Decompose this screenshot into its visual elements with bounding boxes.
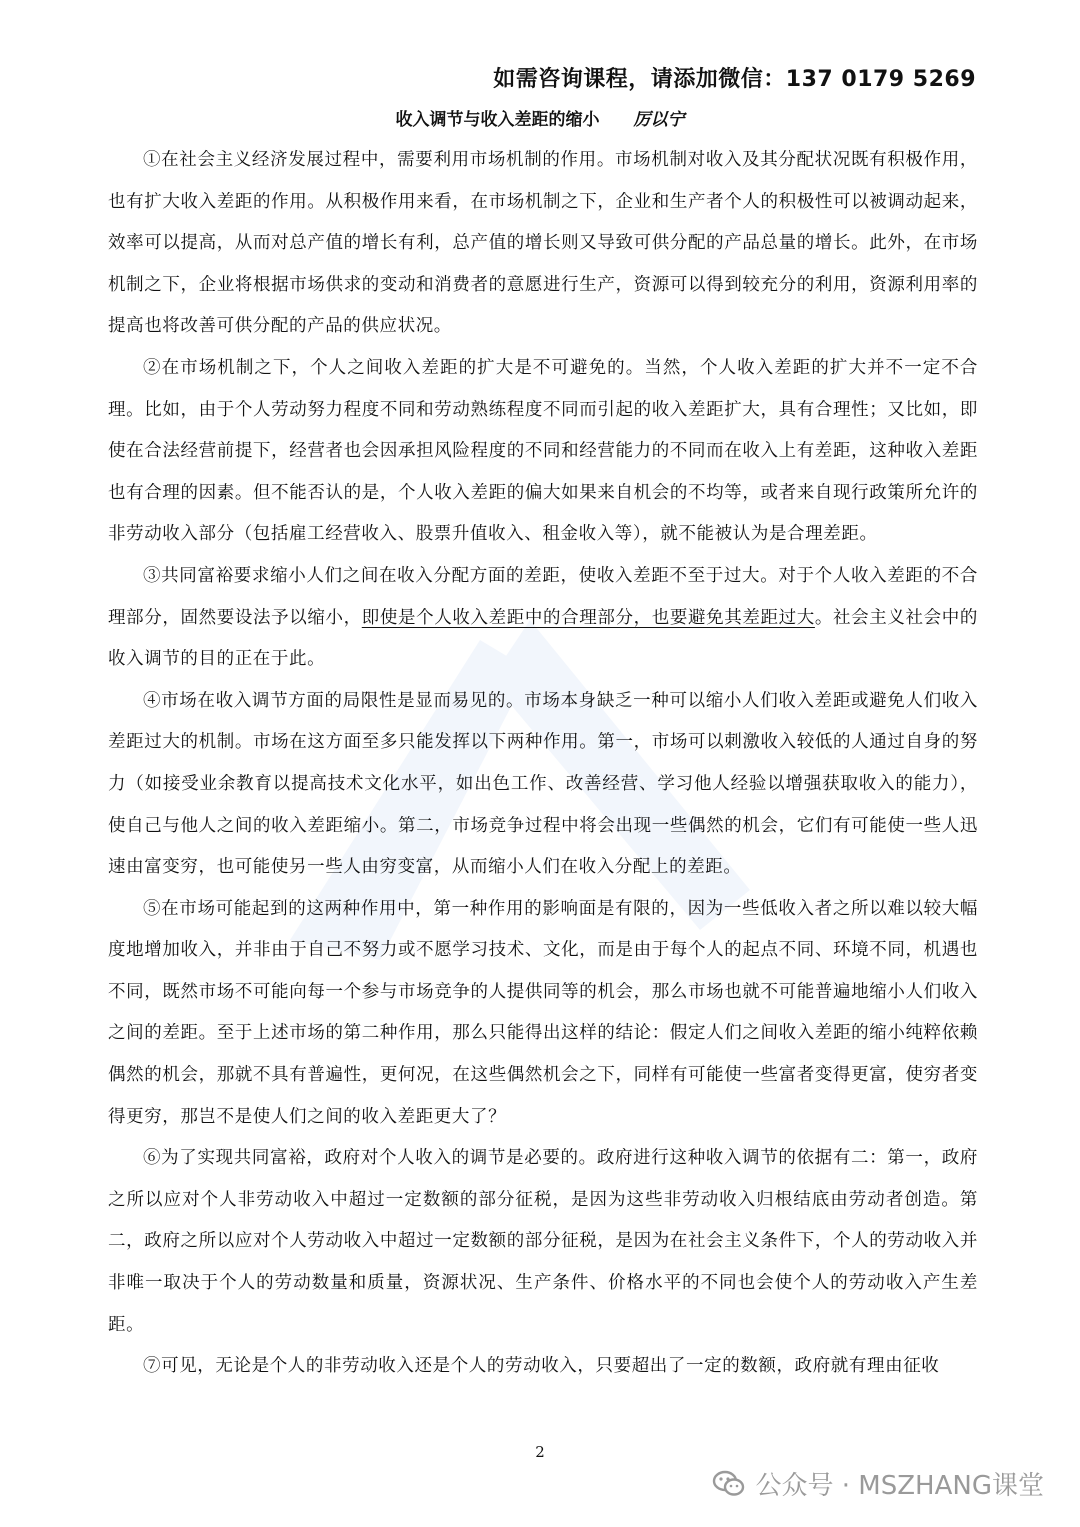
paragraph-3 [108, 556, 978, 681]
paragraph-3-lead: ③共同富裕要求缩小人们之间在收入分配方面的差距，使收入差距不至于过大。对于个人收入差距的不合理部分，固然要设法予以缩小， [108, 565, 978, 628]
paragraph-1: ①在社会主义经济发展过程中，需要利用市场机制的作用。市场机制对收入及其分配状况既有积极作用，也有扩大收入差距的作用。从积极作用来看，在市场机制之下，企业和生产者个人的积极性可以被调动起来，效率可以提高，从而对总产值的增长有利，总产值的增长则又导致可供分配的产品总量的增长。此外，在市场机制之下，企业将根据市场供求的变动和消费者的意愿进行生产，资源可以得到较充分的利用，资源利用率的提高也将改善可供分配的产品的供应状况。 [108, 150, 978, 337]
article-author: 厉以宁 [633, 110, 685, 130]
paragraph-3-tail: 。社会主义社会中的收入调节的目的正在于此。 [108, 607, 979, 670]
wechat-icon [712, 1469, 746, 1499]
wechat-account-label: 公众号 · MSZHANG课堂 [755, 1471, 1044, 1501]
paragraph-7: ⑦可见，无论是个人的非劳动收入还是个人的劳动收入，只要超出了一定的数额，政府就有理由征收 [143, 1356, 940, 1377]
article-title: 收入调节与收入差距的缩小 [395, 110, 600, 130]
paragraph-2: ②在市场机制之下，个人之间收入差距的扩大是不可避免的。当然，个人收入差距的扩大并不一定不合理。比如，由于个人劳动努力程度不同和劳动熟练程度不同而引起的收入差距扩大，具有合理性；又比如，即使在合法经营前提下，经营者也会因承担风险程度的不同和经营能力的不同而在收入上有差距，这种收入差距也有合理的因素。但不能否认的是，个人收入差距的偏大如果来自机会的不均等，或者来自现行政策所允许的非劳动收入部分（包括雇工经营收入、股票升值收入、租金收入等），就不能被认为是合理差距。 [108, 357, 978, 545]
article-heading [0, 105, 1080, 130]
wechat-contact-line: 如需咨询课程，请添加微信：137 0179 5269 [493, 67, 976, 92]
paragraph-4: ④市场在收入调节方面的局限性是显而易见的。市场本身缺乏一种可以缩小人们收入差距或避免人们收入差距过大的机制。市场在这方面至多只能发挥以下两种作用。第一，市场可以刺激收入较低的人通过自身的努力（如接受业余教育以提高技术文化水平，如出色工作、改善经营、学习他人经验以增强获取收入的能力），使自己与他人之间的收入差距缩小。第二，市场竞争过程中将会出现一些偶然的机会，它们有可能使一些人迅速由富变穷，也可能使另一些人由穷变富，从而缩小人们在收入分配上的差距。 [108, 690, 978, 878]
paragraph-5: ⑤在市场可能起到的这两种作用中，第一种作用的影响面是有限的，因为一些低收入者之所以难以较大幅度地增加收入，并非由于自己不努力或不愿学习技术、文化，而是由于每个人的起点不同、环境不同，机遇也不同，既然市场不可能向每一个参与市场竞争的人提供同等的机会，那么市场也就不可能普遍地缩小人们收入之间的差距。至于上述市场的第二种作用，那么只能得出这样的结论：假定人们之间收入差距的缩小纯粹依赖偶然的机会，那就不具有普遍性，更何况，在这些偶然机会之下，同样有可能使一些富者变得更富，使穷者变得更穷，那岂不是使人们之间的收入差距更大了？ [108, 898, 978, 1127]
page-number: 2 [535, 1443, 545, 1461]
wechat-account-footer[interactable] [712, 1465, 1044, 1502]
article-body [108, 140, 978, 1388]
paragraph-6: ⑥为了实现共同富裕，政府对个人收入的调节是必要的。政府进行这种收入调节的依据有二：第一，政府之所以应对个人非劳动收入中超过一定数额的部分征税，是因为这些非劳动收入归根结底由劳动者创造。第二，政府之所以应对个人劳动收入中超过一定数额的部分征税，是因为在社会主义条件下，个人的劳动收入并非唯一取决于个人的劳动数量和质量，资源状况、生产条件、价格水平的不同也会使个人的劳动收入产生差距。 [108, 1148, 978, 1335]
paragraph-3-underlined: 即使是个人收入差距中的合理部分，也要避免其差距过大 [361, 607, 815, 628]
